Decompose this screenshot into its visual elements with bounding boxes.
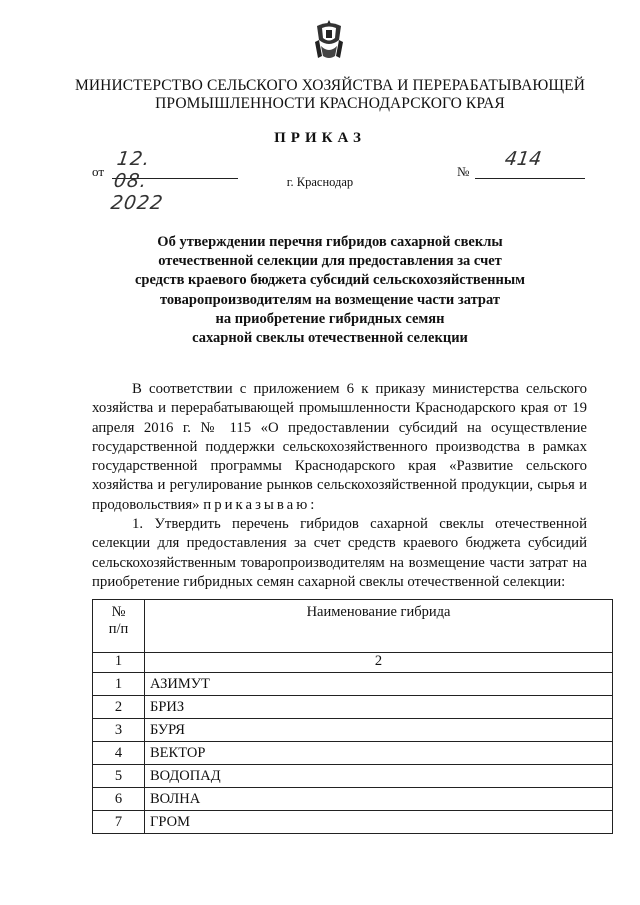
order-title (60, 233, 600, 348)
title-line: Об утверждении перечня гибридов сахарной свеклы (157, 234, 503, 250)
ministry-name-line2: ПРОМЫШЛЕННОСТИ КРАСНОДАРСКОГО КРАЯ (155, 95, 505, 112)
table-cell: 2 (93, 696, 145, 719)
table-cell: 6 (93, 788, 145, 811)
title-line: на приобретение гибридных семян (215, 310, 445, 327)
title-line: средств краевого бюджета субсидий сельскохозяйственным (134, 272, 526, 289)
preamble-text: В соответствии с приложением 6 к приказу министерства сельского хозяйства и перерабатывающей промышленности Краснодарского края от 19 апреля 2016 г. № 115 «О предоставлении субсидий на осуществление государственной поддержки сельскохозяйственного производства в рамках государственной программы Краснодарского края «Развитие сельского хозяйства и регулирование рынков сельскохозяйственной продукции, сырья и продовольствия» (92, 381, 587, 513)
handwritten-date: 12. 08. 2022 (109, 148, 165, 214)
hybrids-table (92, 599, 613, 834)
order-body (92, 380, 587, 592)
column-header-name: Наименование гибрида (145, 600, 613, 653)
table-row (93, 696, 613, 719)
table-cell: ГРОМ (145, 811, 613, 834)
table-row (93, 719, 613, 742)
table-row (93, 788, 613, 811)
table-cell: 4 (93, 742, 145, 765)
ministry-name (60, 77, 600, 113)
order-word: приказываю: (203, 496, 318, 513)
title-line: товаропроизводителям на возмещение части затрат (160, 291, 500, 308)
preamble-paragraph (92, 380, 587, 515)
title-line: сахарной свеклы отечественной селекции (192, 330, 468, 347)
coat-of-arms-icon (312, 18, 346, 60)
table-cell: 2 (145, 653, 613, 673)
table-cell: АЗИМУТ (145, 673, 613, 696)
table-cell: ВЕКТОР (145, 742, 613, 765)
table-row (93, 811, 613, 834)
table-cell: 3 (93, 719, 145, 742)
column-header-number: № п/п (93, 600, 145, 653)
item-1-paragraph: 1. Утвердить перечень гибридов сахарной свеклы отечественной селекции для предоставления за счет средств краевого бюджета субсидий сельскохозяйственным товаропроизводителям на возмещение части затрат на приобретение гибридных семян сахарной свеклы отечественной селекции: (92, 516, 587, 590)
date-prefix: от (92, 164, 105, 179)
ministry-name-line1: МИНИСТЕРСТВО СЕЛЬСКОГО ХОЗЯЙСТВА И ПЕРЕРАБАТЫВАЮЩЕЙ (74, 77, 585, 94)
table-cell: 1 (93, 653, 145, 673)
handwritten-number: 414 (503, 148, 543, 170)
table-cell: ВОЛНА (145, 788, 613, 811)
table-header-row (93, 600, 613, 653)
table-cell: БУРЯ (145, 719, 613, 742)
table-cell: ВОДОПАД (145, 765, 613, 788)
table-cell: 7 (93, 811, 145, 834)
table-cell: 1 (93, 673, 145, 696)
table-cell: БРИЗ (145, 696, 613, 719)
table-cell: 5 (93, 765, 145, 788)
city: г. Краснодар (286, 175, 354, 189)
title-line: отечественной селекции для предоставления за счет (158, 253, 502, 270)
document-type: ПРИКАЗ (274, 130, 366, 146)
column-index-row (93, 653, 613, 673)
table-row (93, 742, 613, 765)
table-row (93, 765, 613, 788)
number-prefix: № (457, 164, 470, 179)
table-row (93, 673, 613, 696)
